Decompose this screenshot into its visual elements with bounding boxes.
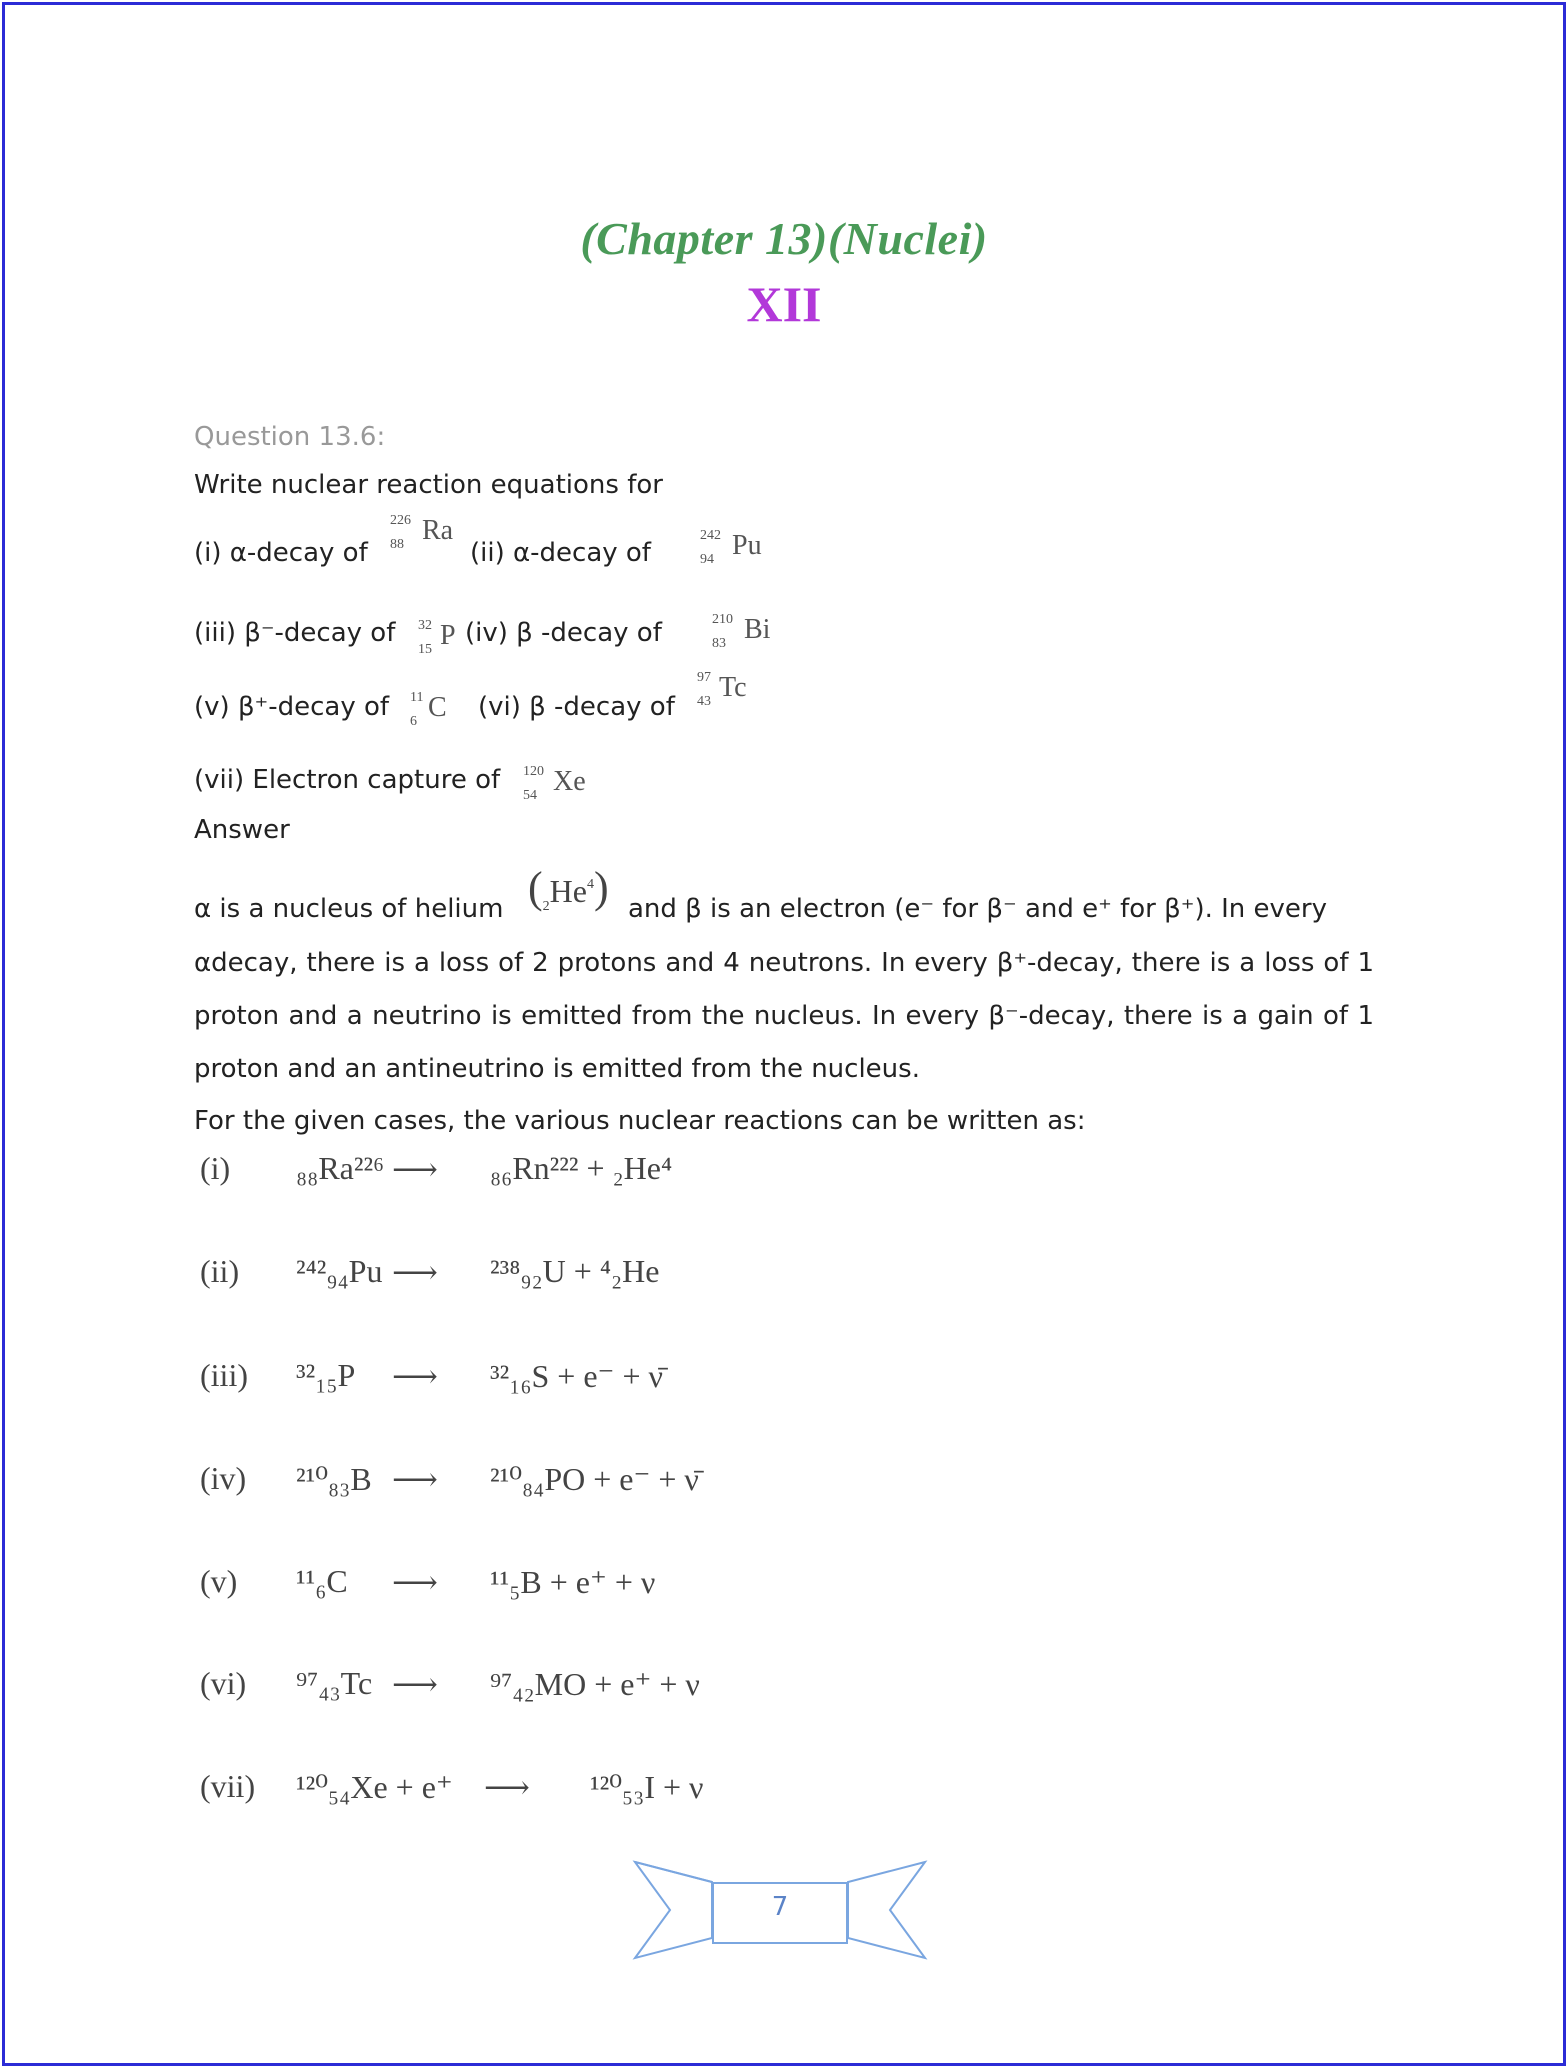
nuclide-bi: 210 83 Bi: [712, 612, 771, 651]
equation-rhs: ²³⁸₉₂U + ⁴₂He: [490, 1253, 660, 1289]
reaction-arrow-icon: ⟶: [392, 1358, 438, 1394]
nuclide-c: 11 6 C: [410, 690, 447, 729]
page-number: 7: [771, 1892, 789, 1922]
question-text: Write nuclear reaction equations for: [194, 470, 663, 500]
nuclide-pu: 242 94 Pu: [700, 528, 762, 567]
answer-paragraph: αdecay, there is a loss of 2 protons and 4 neutrons. In every β⁺-decay, there is a loss of 1 proton and a neutrino is emitted from the nucleus. In every β⁻-decay, there is a gain of 1 proton and an antineutrino is emitted from the nucleus.: [194, 948, 1374, 1084]
answer-line-1-pre: α is a nucleus of helium: [194, 894, 504, 924]
equation-rhs: ¹¹₅B + e⁺ + ν: [490, 1564, 656, 1600]
equation-rhs: ²¹⁰₈₄PO + e⁻ + ν̄: [490, 1461, 699, 1497]
answer-line-1-post: and β is an electron (e⁻ for β⁻ and e⁺ for β⁺). In every: [628, 894, 1327, 924]
part-vii-label: (vii) Electron capture of: [194, 765, 501, 795]
equation-lhs: ¹¹₆C: [296, 1563, 348, 1599]
equation-lhs: ¹²⁰₅₄Xe + e⁺: [296, 1769, 453, 1805]
equation-label: (iii): [200, 1357, 248, 1393]
answer-label: Answer: [194, 815, 290, 845]
equation-label: (vi): [200, 1665, 247, 1701]
grade-label: XII: [746, 276, 822, 332]
nuclide-p: 32 15 P: [418, 618, 456, 657]
reaction-arrow-icon: ⟶: [484, 1769, 530, 1805]
chapter-title: (Chapter 13)(Nuclei): [580, 213, 988, 264]
equation-lhs: ₈₈Ra²²⁶: [296, 1150, 385, 1186]
equation-rhs: ₈₆Rn²²² + ₂He⁴: [490, 1150, 673, 1186]
reaction-arrow-icon: ⟶: [392, 1461, 438, 1497]
reaction-arrow-icon: ⟶: [392, 1151, 438, 1187]
nuclide-xe: 120 54 Xe: [523, 764, 586, 803]
nuclide-tc: 97 43 Tc: [697, 670, 747, 709]
equation-lhs: ⁹⁷₄₃Tc: [296, 1665, 373, 1701]
equation-lhs: ²¹⁰₈₃B: [296, 1461, 372, 1497]
equation-lhs: ²⁴²₉₄Pu: [296, 1253, 383, 1289]
helium-notation: $(_2He^4)$: [528, 863, 609, 914]
part-iv-label: (iv) β -decay of: [465, 618, 662, 648]
part-vi-label: (vi) β -decay of: [478, 692, 675, 722]
equation-label: (ii): [200, 1253, 240, 1289]
equation-rhs: ¹²⁰₅₃I + ν: [590, 1769, 704, 1805]
part-v-label: (v) β⁺-decay of: [194, 692, 390, 722]
equation-label: (i): [200, 1150, 231, 1186]
part-iii-label: (iii) β⁻-decay of: [194, 618, 396, 648]
equation-rhs: ⁹⁷₄₂MO + e⁺ + ν: [490, 1666, 700, 1702]
part-ii-label: (ii) α-decay of: [470, 538, 651, 568]
equation-rhs: ³²₁₆S + e⁻ + ν̄: [490, 1358, 663, 1394]
nuclide-ra: 226 88 Ra: [390, 513, 454, 552]
part-i-label: (i) α-decay of: [194, 538, 368, 568]
equation-lhs: ³²₁₅P: [296, 1357, 356, 1393]
equation-label: (vii): [200, 1768, 256, 1804]
reaction-arrow-icon: ⟶: [392, 1564, 438, 1600]
answer-line-last: For the given cases, the various nuclear reactions can be written as:: [194, 1106, 1086, 1136]
reaction-arrow-icon: ⟶: [392, 1254, 438, 1290]
equation-label: (iv): [200, 1460, 247, 1496]
question-label: Question 13.6:: [194, 422, 386, 452]
reaction-arrow-icon: ⟶: [392, 1666, 438, 1702]
equation-label: (v): [200, 1563, 238, 1599]
